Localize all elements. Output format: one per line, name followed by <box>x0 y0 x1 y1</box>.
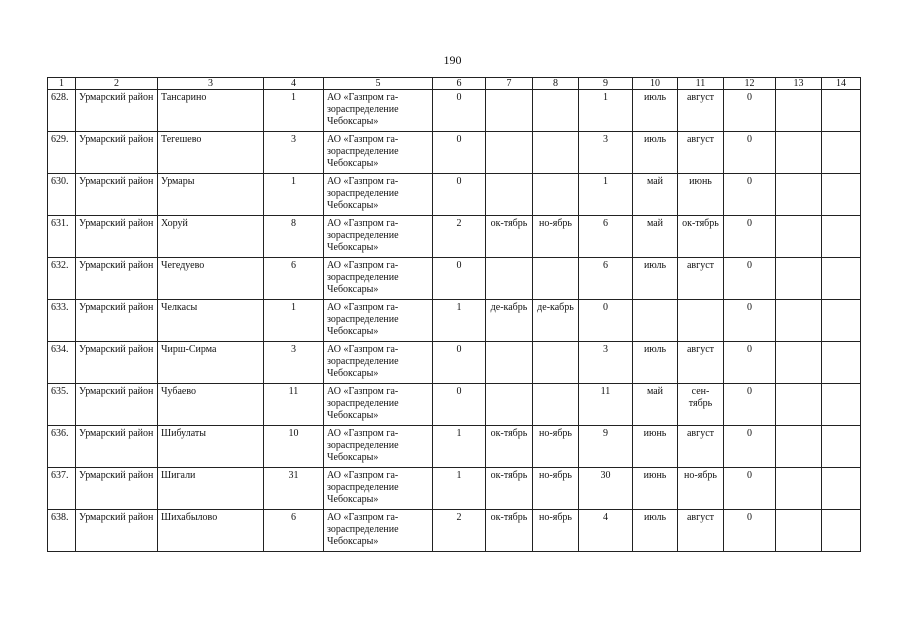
month-cell <box>486 132 533 174</box>
row-number: 632. <box>48 258 76 300</box>
value-cell: 2 <box>433 216 486 258</box>
month-cell: де-кабрь <box>533 300 579 342</box>
month-cell: июнь <box>678 174 724 216</box>
row-number: 637. <box>48 468 76 510</box>
organization-cell: АО «Газпром га-зораспределение Чебоксары» <box>324 342 433 384</box>
column-header: 1 <box>48 78 76 90</box>
organization-cell: АО «Газпром га-зораспределение Чебоксары» <box>324 510 433 552</box>
organization-cell: АО «Газпром га-зораспределение Чебоксары» <box>324 300 433 342</box>
organization-cell: АО «Газпром га-зораспределение Чебоксары» <box>324 216 433 258</box>
column-header: 2 <box>76 78 158 90</box>
value-cell <box>776 216 822 258</box>
month-cell: июль <box>633 90 678 132</box>
month-cell <box>486 342 533 384</box>
district-cell: Урмарский район <box>76 300 158 342</box>
value-cell: 0 <box>579 300 633 342</box>
month-cell <box>533 90 579 132</box>
value-cell: 0 <box>724 426 776 468</box>
column-header: 8 <box>533 78 579 90</box>
table-row <box>48 426 861 468</box>
month-cell: ок-тябрь <box>486 510 533 552</box>
value-cell <box>822 90 861 132</box>
value-cell: 0 <box>433 174 486 216</box>
settlement-cell: Тансарино <box>158 90 264 132</box>
settlement-cell: Шигали <box>158 468 264 510</box>
row-number: 628. <box>48 90 76 132</box>
month-cell: май <box>633 174 678 216</box>
value-cell: 0 <box>433 258 486 300</box>
month-cell <box>678 300 724 342</box>
month-cell: ок-тябрь <box>486 468 533 510</box>
district-cell: Урмарский район <box>76 216 158 258</box>
month-cell: июль <box>633 510 678 552</box>
table-row <box>48 468 861 510</box>
value-cell <box>776 132 822 174</box>
settlement-cell: Тегешево <box>158 132 264 174</box>
month-cell: ок-тябрь <box>678 216 724 258</box>
table-row <box>48 132 861 174</box>
row-number: 638. <box>48 510 76 552</box>
column-header: 9 <box>579 78 633 90</box>
month-cell: ок-тябрь <box>486 426 533 468</box>
value-cell: 1 <box>433 426 486 468</box>
settlement-cell: Чегедуево <box>158 258 264 300</box>
header-row <box>48 78 861 90</box>
district-cell: Урмарский район <box>76 342 158 384</box>
value-cell: 0 <box>724 384 776 426</box>
value-cell: 0 <box>724 510 776 552</box>
row-number: 634. <box>48 342 76 384</box>
count-cell: 11 <box>264 384 324 426</box>
row-number: 629. <box>48 132 76 174</box>
table-row <box>48 90 861 132</box>
month-cell: август <box>678 426 724 468</box>
value-cell <box>776 510 822 552</box>
value-cell: 2 <box>433 510 486 552</box>
count-cell: 1 <box>264 174 324 216</box>
month-cell <box>533 258 579 300</box>
organization-cell: АО «Газпром га-зораспределение Чебоксары» <box>324 132 433 174</box>
column-header: 4 <box>264 78 324 90</box>
month-cell: ок-тябрь <box>486 216 533 258</box>
value-cell: 0 <box>724 216 776 258</box>
month-cell: сен-тябрь <box>678 384 724 426</box>
organization-cell: АО «Газпром га-зораспределение Чебоксары» <box>324 90 433 132</box>
value-cell <box>822 468 861 510</box>
row-number: 633. <box>48 300 76 342</box>
value-cell: 30 <box>579 468 633 510</box>
column-header: 5 <box>324 78 433 90</box>
district-cell: Урмарский район <box>76 510 158 552</box>
value-cell <box>776 426 822 468</box>
district-cell: Урмарский район <box>76 174 158 216</box>
organization-cell: АО «Газпром га-зораспределение Чебоксары» <box>324 174 433 216</box>
data-table <box>47 77 861 552</box>
district-cell: Урмарский район <box>76 384 158 426</box>
organization-cell: АО «Газпром га-зораспределение Чебоксары» <box>324 426 433 468</box>
count-cell: 8 <box>264 216 324 258</box>
count-cell: 6 <box>264 510 324 552</box>
column-header: 12 <box>724 78 776 90</box>
month-cell: август <box>678 90 724 132</box>
month-cell: июль <box>633 132 678 174</box>
month-cell: де-кабрь <box>486 300 533 342</box>
value-cell: 0 <box>724 258 776 300</box>
page-number: 190 <box>443 53 462 67</box>
month-cell: август <box>678 258 724 300</box>
month-cell: август <box>678 132 724 174</box>
value-cell: 0 <box>433 90 486 132</box>
table-row <box>48 510 861 552</box>
month-cell <box>486 384 533 426</box>
value-cell: 4 <box>579 510 633 552</box>
column-header: 13 <box>776 78 822 90</box>
value-cell: 0 <box>724 132 776 174</box>
column-header: 6 <box>433 78 486 90</box>
month-cell: но-ябрь <box>533 216 579 258</box>
value-cell: 0 <box>433 384 486 426</box>
table-row <box>48 216 861 258</box>
month-cell: июнь <box>633 468 678 510</box>
settlement-cell: Чубаево <box>158 384 264 426</box>
value-cell <box>822 384 861 426</box>
count-cell: 3 <box>264 132 324 174</box>
column-header: 11 <box>678 78 724 90</box>
column-header: 3 <box>158 78 264 90</box>
table-row <box>48 300 861 342</box>
month-cell <box>486 258 533 300</box>
month-cell <box>486 174 533 216</box>
month-cell: май <box>633 216 678 258</box>
district-cell: Урмарский район <box>76 132 158 174</box>
value-cell: 0 <box>724 300 776 342</box>
column-header: 7 <box>486 78 533 90</box>
value-cell: 1 <box>579 174 633 216</box>
settlement-cell: Чирш-Сирма <box>158 342 264 384</box>
settlement-cell: Шибулаты <box>158 426 264 468</box>
value-cell: 3 <box>579 132 633 174</box>
organization-cell: АО «Газпром га-зораспределение Чебоксары» <box>324 384 433 426</box>
month-cell: май <box>633 384 678 426</box>
month-cell <box>533 384 579 426</box>
value-cell <box>776 300 822 342</box>
month-cell <box>533 174 579 216</box>
value-cell <box>776 342 822 384</box>
value-cell <box>822 258 861 300</box>
month-cell: июль <box>633 342 678 384</box>
value-cell <box>822 132 861 174</box>
value-cell <box>776 90 822 132</box>
month-cell: июль <box>633 258 678 300</box>
value-cell: 1 <box>433 300 486 342</box>
month-cell <box>486 90 533 132</box>
count-cell: 6 <box>264 258 324 300</box>
row-number: 630. <box>48 174 76 216</box>
value-cell <box>776 468 822 510</box>
value-cell <box>776 174 822 216</box>
value-cell <box>822 342 861 384</box>
month-cell: но-ябрь <box>678 468 724 510</box>
month-cell: август <box>678 342 724 384</box>
settlement-cell: Урмары <box>158 174 264 216</box>
count-cell: 3 <box>264 342 324 384</box>
table-row <box>48 174 861 216</box>
month-cell: июнь <box>633 426 678 468</box>
count-cell: 1 <box>264 300 324 342</box>
value-cell <box>776 258 822 300</box>
value-cell: 1 <box>579 90 633 132</box>
value-cell: 11 <box>579 384 633 426</box>
value-cell: 1 <box>433 468 486 510</box>
value-cell: 0 <box>433 132 486 174</box>
settlement-cell: Хоруй <box>158 216 264 258</box>
value-cell: 3 <box>579 342 633 384</box>
district-cell: Урмарский район <box>76 90 158 132</box>
column-header: 14 <box>822 78 861 90</box>
organization-cell: АО «Газпром га-зораспределение Чебоксары» <box>324 258 433 300</box>
month-cell: но-ябрь <box>533 468 579 510</box>
month-cell <box>533 132 579 174</box>
settlement-cell: Шихабылово <box>158 510 264 552</box>
row-number: 635. <box>48 384 76 426</box>
value-cell <box>822 510 861 552</box>
row-number: 631. <box>48 216 76 258</box>
column-header: 10 <box>633 78 678 90</box>
value-cell <box>822 300 861 342</box>
value-cell: 6 <box>579 258 633 300</box>
month-cell <box>533 342 579 384</box>
value-cell: 0 <box>724 174 776 216</box>
value-cell: 0 <box>724 90 776 132</box>
value-cell: 0 <box>724 468 776 510</box>
value-cell <box>776 384 822 426</box>
district-cell: Урмарский район <box>76 468 158 510</box>
month-cell: но-ябрь <box>533 426 579 468</box>
count-cell: 10 <box>264 426 324 468</box>
month-cell <box>633 300 678 342</box>
count-cell: 31 <box>264 468 324 510</box>
value-cell <box>822 216 861 258</box>
value-cell: 9 <box>579 426 633 468</box>
month-cell: но-ябрь <box>533 510 579 552</box>
value-cell: 0 <box>433 342 486 384</box>
value-cell: 6 <box>579 216 633 258</box>
table-body <box>48 90 861 552</box>
count-cell: 1 <box>264 90 324 132</box>
value-cell: 0 <box>724 342 776 384</box>
row-number: 636. <box>48 426 76 468</box>
table-row <box>48 342 861 384</box>
table-row <box>48 258 861 300</box>
value-cell <box>822 174 861 216</box>
district-cell: Урмарский район <box>76 258 158 300</box>
district-cell: Урмарский район <box>76 426 158 468</box>
organization-cell: АО «Газпром га-зораспределение Чебоксары» <box>324 468 433 510</box>
month-cell: август <box>678 510 724 552</box>
table-row <box>48 384 861 426</box>
value-cell <box>822 426 861 468</box>
settlement-cell: Челкасы <box>158 300 264 342</box>
